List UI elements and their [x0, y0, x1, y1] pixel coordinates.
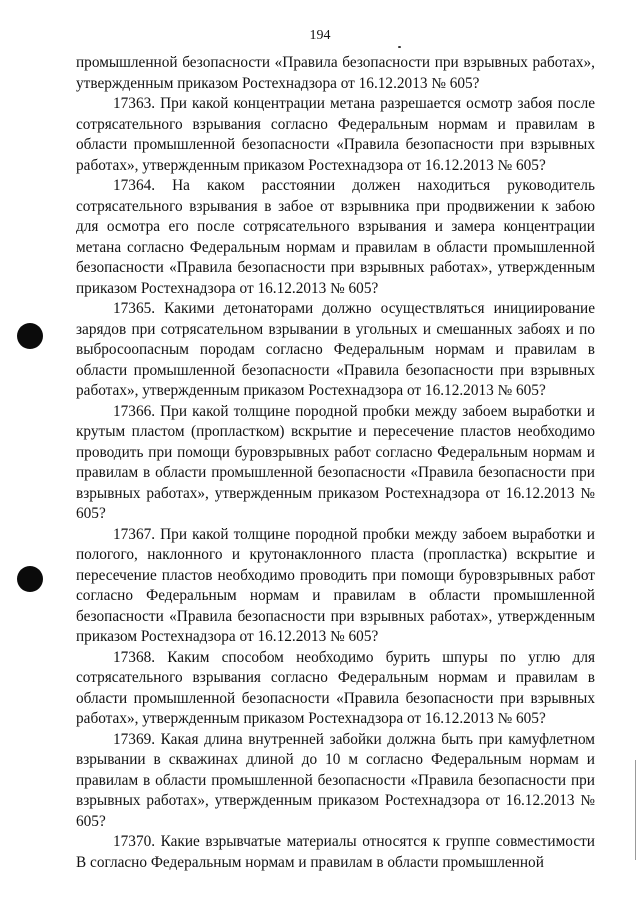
scan-speck — [398, 46, 401, 48]
paragraph-continuation: промышленной безопасности «Правила безопасности при взрывных работах», утвержденным приказом Ростехнадзора от 16.12.2013 № 605? — [76, 54, 595, 92]
question-17366: 17366. При какой толщине породной пробки между забоем выработки и крутым пластом (пропластком) вскрытие и пересечение пластов необходимо проводить при помощи буровзрывных работ согласно Федеральным нормам и правилам в области промышленной безопасности «Правила безопасности при взрывных работах», утвержденным приказом Ростехнадзора от 16.12.2013 № 605? — [76, 402, 595, 522]
binder-hole-icon — [17, 323, 43, 349]
question-17363: 17363. При какой концентрации метана разрешается осмотр забоя после сотрясательного взрывания согласно Федеральным нормам и правилам в области промышленной безопасности «Правила безопасности при взрывных работах», утвержденным приказом Ростехнадзора от 16.12.2013 № 605? — [76, 95, 595, 174]
question-17367: 17367. При какой толщине породной пробки между забоем выработки и пологого, наклонного и крутонаклонного пласта (пропластка) вскрытие и пересечение пластов необходимо проводить при помощи буровзрывных работ согласно Федеральным нормам и правилам в области промышленной безопасности «Правила безопасности при взрывных работах», утвержденным приказом Ростехнадзора от 16.12.2013 № 605? — [76, 525, 595, 645]
question-17365: 17365. Какими детонаторами должно осуществляться инициирование зарядов при сотрясательном взрывании в угольных и смешанных забоях и по выбросоопасным породам согласно Федеральным нормам и правилам в области промышленной безопасности «Правила безопасности при взрывных работах», утвержденным приказом Ростехнадзора от 16.12.2013 № 605? — [76, 300, 595, 399]
question-17368: 17368. Каким способом необходимо бурить шпуры по углю для сотрясательного взрывания согласно Федеральным нормам и правилам в области промышленной безопасности «Правила безопасности при взрывных работах», утвержденным приказом Ростехнадзора от 16.12.2013 № 605? — [76, 648, 595, 727]
question-17370: 17370. Какие взрывчатые материалы относятся к группе совместимости В согласно Федеральным нормам и правилам в области промышленной — [76, 833, 595, 871]
scan-edge-line — [635, 760, 636, 860]
question-17364: 17364. На каком расстоянии должен находиться руководитель сотрясательного взрывания в забое от взрывника при продвижении к забою для осмотра его после сотрясательного взрывания и замера концентрации метана согласно Федеральным нормам и правилам в области промышленной безопасности «Правила безопасности при взрывных работах», утвержденным приказом Ростехнадзора от 16.12.2013 № 605? — [76, 177, 595, 297]
document-body — [76, 53, 595, 873]
binder-hole-icon — [17, 566, 43, 592]
question-17369: 17369. Какая длина внутренней забойки должна быть при камуфлетном взрывании в скважинах длиной до 10 м согласно Федеральным нормам и правилам в области промышленной безопасности «Правила безопасности при взрывных работах», утвержденным приказом Ростехнадзора от 16.12.2013 № 605? — [76, 730, 595, 830]
page-number: 194 — [309, 28, 331, 43]
